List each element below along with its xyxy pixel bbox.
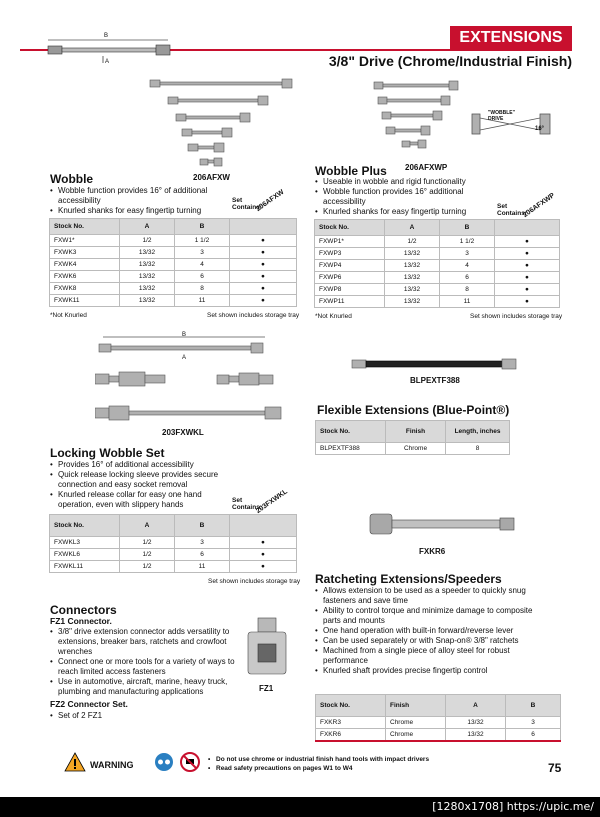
- cell: 8: [440, 284, 495, 296]
- cell: 13/32: [385, 248, 440, 260]
- wobble-plus-set-contains: Set Contains:: [497, 203, 527, 217]
- bullet: • Knurled shanks for easy fingertip turning: [50, 206, 220, 216]
- cell: 1 1/2: [175, 235, 230, 247]
- locking-bullets: [50, 460, 225, 510]
- wobble-plus-image-code: 206AFXWP: [405, 163, 448, 172]
- wobble-plus-title: Wobble Plus: [315, 164, 387, 178]
- cell: 13/32: [446, 717, 506, 729]
- cell: 3: [175, 247, 230, 259]
- fz1-image-code: FZ1: [259, 684, 274, 693]
- cell: 3: [506, 717, 561, 729]
- flexible-title: Flexible Extensions (Blue-Point®): [317, 403, 510, 417]
- ratcheting-table: [315, 694, 561, 741]
- cell: FXWK4: [50, 259, 120, 271]
- ratcheting-rule: [315, 740, 561, 742]
- table-row: [315, 272, 560, 284]
- fz1-bullets: [50, 627, 240, 697]
- col-header: B: [175, 515, 230, 537]
- col-header: A: [120, 219, 175, 235]
- locking-dim-label-a: A: [182, 355, 187, 361]
- ratcheting-title: Ratcheting Extensions/Speeders: [315, 572, 502, 586]
- table-row: [316, 717, 561, 729]
- flexible-extension-image: [350, 356, 520, 372]
- bullet: • Quick release locking sleeve provides secure connection and easy socket removal: [50, 470, 225, 490]
- col-header-set: [230, 219, 297, 235]
- cell: 6: [175, 549, 230, 561]
- wobble-plus-bullets: [315, 177, 485, 217]
- cell: ●: [230, 271, 297, 283]
- table-row: [315, 236, 560, 248]
- cell: FXKR6: [316, 729, 386, 741]
- table-row: [50, 235, 297, 247]
- watermark-bar: [1280x1708] https://upic.me/: [0, 797, 600, 817]
- bullet: • Machined from a single piece of alloy steel for robust performance: [315, 646, 540, 666]
- col-header: A: [385, 220, 440, 236]
- fz1-connector-image: [244, 616, 294, 678]
- no-impact-driver-icon: [180, 752, 200, 772]
- bullet: • Knurled release collar for easy one hand operation, even with slippery hands: [50, 490, 225, 510]
- flexible-table: [315, 420, 510, 455]
- cell: FXWKL3: [50, 537, 120, 549]
- cell: ●: [495, 260, 560, 272]
- bullet: • Connect one or more tools for a variety of ways to reach limited access fasteners: [50, 657, 240, 677]
- wobble-plus-tray-note: Set shown includes storage tray: [470, 313, 563, 320]
- cell: 13/32: [120, 247, 175, 259]
- cell: FXWK6: [50, 271, 120, 283]
- col-header: Finish: [386, 695, 446, 717]
- cell: ●: [230, 283, 297, 295]
- cell: FXWP11: [315, 296, 385, 308]
- fz1-title: FZ1 Connector.: [50, 616, 112, 626]
- cell: FXKR3: [316, 717, 386, 729]
- table-row: [315, 260, 560, 272]
- col-header: B: [506, 695, 561, 717]
- col-header-set: [230, 515, 297, 537]
- cell: 13/32: [120, 295, 175, 307]
- bullet: • Provides 16° of additional accessibility: [50, 460, 225, 470]
- col-header: Stock No.: [315, 220, 385, 236]
- cell: FXWK3: [50, 247, 120, 259]
- cell: 6: [175, 271, 230, 283]
- bullet: • Wobble function provides 16° of additional accessibility: [50, 186, 220, 206]
- wobble-image-code: 206AFXW: [193, 173, 230, 182]
- warning-line: • Read safety precautions on pages W1 to W4: [208, 764, 488, 773]
- bullet: • Can be used separately or with Snap-on® 3/8" ratchets: [315, 636, 540, 646]
- cell: FXWK11: [50, 295, 120, 307]
- locking-image-code: 203FXWKL: [162, 428, 204, 437]
- cell: 6: [506, 729, 561, 741]
- col-header: Length, inches: [446, 421, 510, 443]
- col-header: Stock No.: [50, 219, 120, 235]
- section-title: EXTENSIONS: [450, 26, 572, 50]
- warning-lines: [208, 755, 488, 773]
- wobble-plus-set-code: 206AFXWP: [521, 192, 557, 219]
- cell: Chrome: [386, 443, 446, 455]
- warning-line: • Do not use chrome or industrial finish hand tools with impact drivers: [208, 755, 488, 764]
- cell: 13/32: [120, 283, 175, 295]
- cell: FXWP1*: [315, 236, 385, 248]
- cell: 13/32: [120, 271, 175, 283]
- ratcheting-extension-image: [368, 510, 518, 544]
- wobble-set-code: 206AFXW: [254, 188, 286, 213]
- locking-tray-note: Set shown includes storage tray: [208, 578, 301, 585]
- ratcheting-bullets: [315, 586, 540, 676]
- locking-set-code: 203FXWKL: [254, 488, 289, 515]
- cell: ●: [495, 248, 560, 260]
- col-header: Finish: [386, 421, 446, 443]
- table-row: [50, 561, 297, 573]
- safety-glasses-icon: [154, 752, 174, 772]
- wobble-plus-set-image: [372, 80, 562, 160]
- angle-label: 16°: [535, 126, 545, 132]
- fz2-bullets: [50, 711, 240, 721]
- cell: 1/2: [120, 549, 175, 561]
- cell: 1/2: [385, 236, 440, 248]
- bullet: • 3/8" drive extension connector adds versatility to extensions, breaker bars, ratchets and crowfoot wrenches: [50, 627, 240, 657]
- cell: 13/32: [385, 284, 440, 296]
- cell: 3: [440, 248, 495, 260]
- table-row: [50, 549, 297, 561]
- wobble-set-contains: Set Contains:: [232, 197, 262, 211]
- cell: 13/32: [120, 259, 175, 271]
- bullet: • Allows extension to be used as a speeder to quickly snug fasteners and save time: [315, 586, 540, 606]
- cell: 4: [175, 259, 230, 271]
- bullet: • Knurled shaft provides precise fingertip control: [315, 666, 540, 676]
- cell: FXWP4: [315, 260, 385, 272]
- wobble-bullets: [50, 186, 220, 216]
- cell: ●: [230, 537, 297, 549]
- col-header: A: [446, 695, 506, 717]
- cell: ●: [230, 549, 297, 561]
- cell: 8: [175, 283, 230, 295]
- wobble-table: [49, 218, 297, 307]
- bullet: • Ability to control torque and minimize damage to composite parts and mounts: [315, 606, 540, 626]
- cell: 11: [175, 295, 230, 307]
- bullet: • Use in automotive, aircraft, marine, heavy truck, plumbing and manufacturing applications: [50, 677, 240, 697]
- col-header: Stock No.: [50, 515, 120, 537]
- locking-wobble-set-image: [95, 332, 295, 424]
- table-row: [50, 283, 297, 295]
- locking-table: [49, 514, 297, 573]
- ratcheting-image-code: FXKR6: [419, 547, 446, 556]
- flexible-image-code: BLPEXTF388: [410, 376, 460, 385]
- cell: ●: [495, 272, 560, 284]
- locking-set-contains: Set Contains:: [232, 497, 262, 511]
- table-row: [315, 296, 560, 308]
- cell: FXWP3: [315, 248, 385, 260]
- table-row: [50, 271, 297, 283]
- bullet: • Set of 2 FZ1: [50, 711, 240, 721]
- table-row: [315, 284, 560, 296]
- cell: 1/2: [120, 537, 175, 549]
- cell: 13/32: [385, 260, 440, 272]
- cell: 6: [440, 272, 495, 284]
- col-header: Stock No.: [316, 421, 386, 443]
- wobble-drive-label: "WOBBLE" DRIVE: [488, 110, 515, 122]
- cell: BLPEXTF388: [316, 443, 386, 455]
- col-header-set: [495, 220, 560, 236]
- cell: ●: [495, 284, 560, 296]
- col-header: B: [175, 219, 230, 235]
- wobble-tray-note: Set shown includes storage tray: [207, 312, 300, 319]
- bullet: • Useable in wobble and rigid functionality: [315, 177, 485, 187]
- cell: ●: [230, 295, 297, 307]
- cell: FXW1*: [50, 235, 120, 247]
- wobble-plus-table: [314, 219, 560, 308]
- wobble-note: *Not Knurled: [50, 312, 87, 319]
- table-row: [316, 729, 561, 741]
- cell: 8: [446, 443, 510, 455]
- col-header: A: [120, 515, 175, 537]
- cell: 11: [440, 296, 495, 308]
- bullet: • Wobble function provides 16° additional accessibility: [315, 187, 485, 207]
- table-row: [316, 443, 510, 455]
- cell: ●: [230, 235, 297, 247]
- col-header: Stock No.: [316, 695, 386, 717]
- bullet: • One hand operation with built-in forward/reverse lever: [315, 626, 540, 636]
- cell: 3: [175, 537, 230, 549]
- cell: 13/32: [385, 272, 440, 284]
- col-header: B: [440, 220, 495, 236]
- cell: ●: [230, 561, 297, 573]
- table-row: [50, 247, 297, 259]
- cell: FXWKL6: [50, 549, 120, 561]
- wobble-extension-set-image: [148, 78, 298, 172]
- cell: FXWK8: [50, 283, 120, 295]
- cell: Chrome: [386, 729, 446, 741]
- cell: FXWP6: [315, 272, 385, 284]
- locking-dim-label-b: B: [182, 332, 187, 338]
- table-row: [50, 537, 297, 549]
- table-row: [315, 248, 560, 260]
- cell: Chrome: [386, 717, 446, 729]
- wobble-plus-note: *Not Knurled: [315, 313, 352, 320]
- cell: 1 1/2: [440, 236, 495, 248]
- cell: FXWP8: [315, 284, 385, 296]
- table-row: [50, 295, 297, 307]
- page-subtitle: 3/8" Drive (Chrome/Industrial Finish): [328, 53, 572, 69]
- cell: ●: [230, 247, 297, 259]
- cell: 13/32: [446, 729, 506, 741]
- cell: 1/2: [120, 561, 175, 573]
- locking-title: Locking Wobble Set: [50, 446, 165, 460]
- connectors-title: Connectors: [50, 603, 117, 617]
- dim-label-a: A: [105, 59, 110, 65]
- table-row: [50, 259, 297, 271]
- dim-label-b: B: [104, 33, 109, 39]
- cell: 1/2: [120, 235, 175, 247]
- bullet: • Knurled shanks for easy fingertip turning: [315, 207, 485, 217]
- cell: ●: [230, 259, 297, 271]
- cell: FXWKL11: [50, 561, 120, 573]
- cell: ●: [495, 236, 560, 248]
- cell: ●: [495, 296, 560, 308]
- warning-label: WARNING: [90, 760, 134, 770]
- wobble-title: Wobble: [50, 172, 94, 186]
- page-number: 75: [548, 761, 562, 775]
- cell: 4: [440, 260, 495, 272]
- warning-triangle-icon: [64, 752, 86, 772]
- cell: 11: [175, 561, 230, 573]
- cell: 13/32: [385, 296, 440, 308]
- fz2-title: FZ2 Connector Set.: [50, 699, 128, 709]
